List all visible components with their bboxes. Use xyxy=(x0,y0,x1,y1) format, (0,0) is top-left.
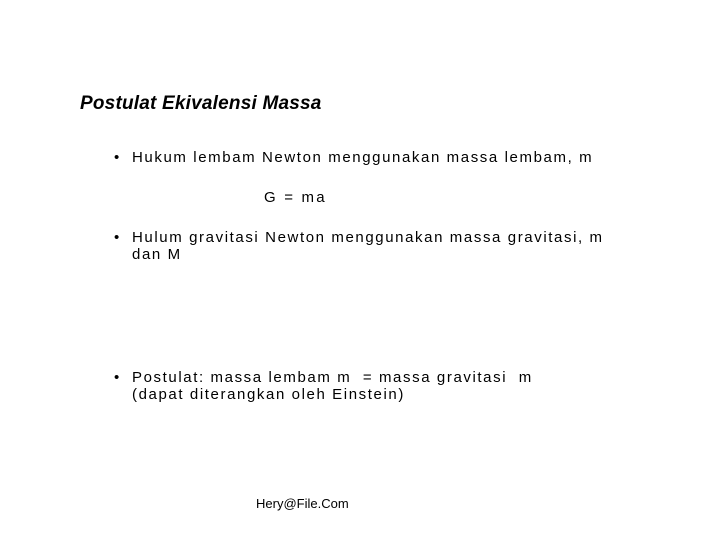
bullet-text-continuation: (dapat diterangkan oleh Einstein) xyxy=(132,386,405,403)
slide-title: Postulat Ekivalensi Massa xyxy=(80,93,322,114)
footer-text: Hery@File.Com xyxy=(256,496,349,511)
bullet-line xyxy=(114,229,604,246)
bullet-text-continuation: dan M xyxy=(132,246,182,263)
bullet-dot-icon: • xyxy=(114,369,121,386)
bullet-dot-icon: • xyxy=(114,229,121,246)
bullet-text: Hukum lembam Newton menggunakan massa lembam, m xyxy=(132,149,594,166)
bullet-dot-icon: • xyxy=(114,149,121,166)
bullet-item-postulat xyxy=(114,369,533,403)
bullet-line xyxy=(114,149,593,166)
bullet-item-hukum-gravitasi xyxy=(114,229,604,263)
bullet-text: Hulum gravitasi Newton menggunakan massa gravitasi, m xyxy=(132,229,604,246)
bullet-line xyxy=(114,369,533,386)
bullet-text: Postulat: massa lembam m = massa gravitasi m xyxy=(132,369,533,386)
formula: G = ma xyxy=(264,189,327,206)
bullet-item-hukum-lembam xyxy=(114,149,593,166)
